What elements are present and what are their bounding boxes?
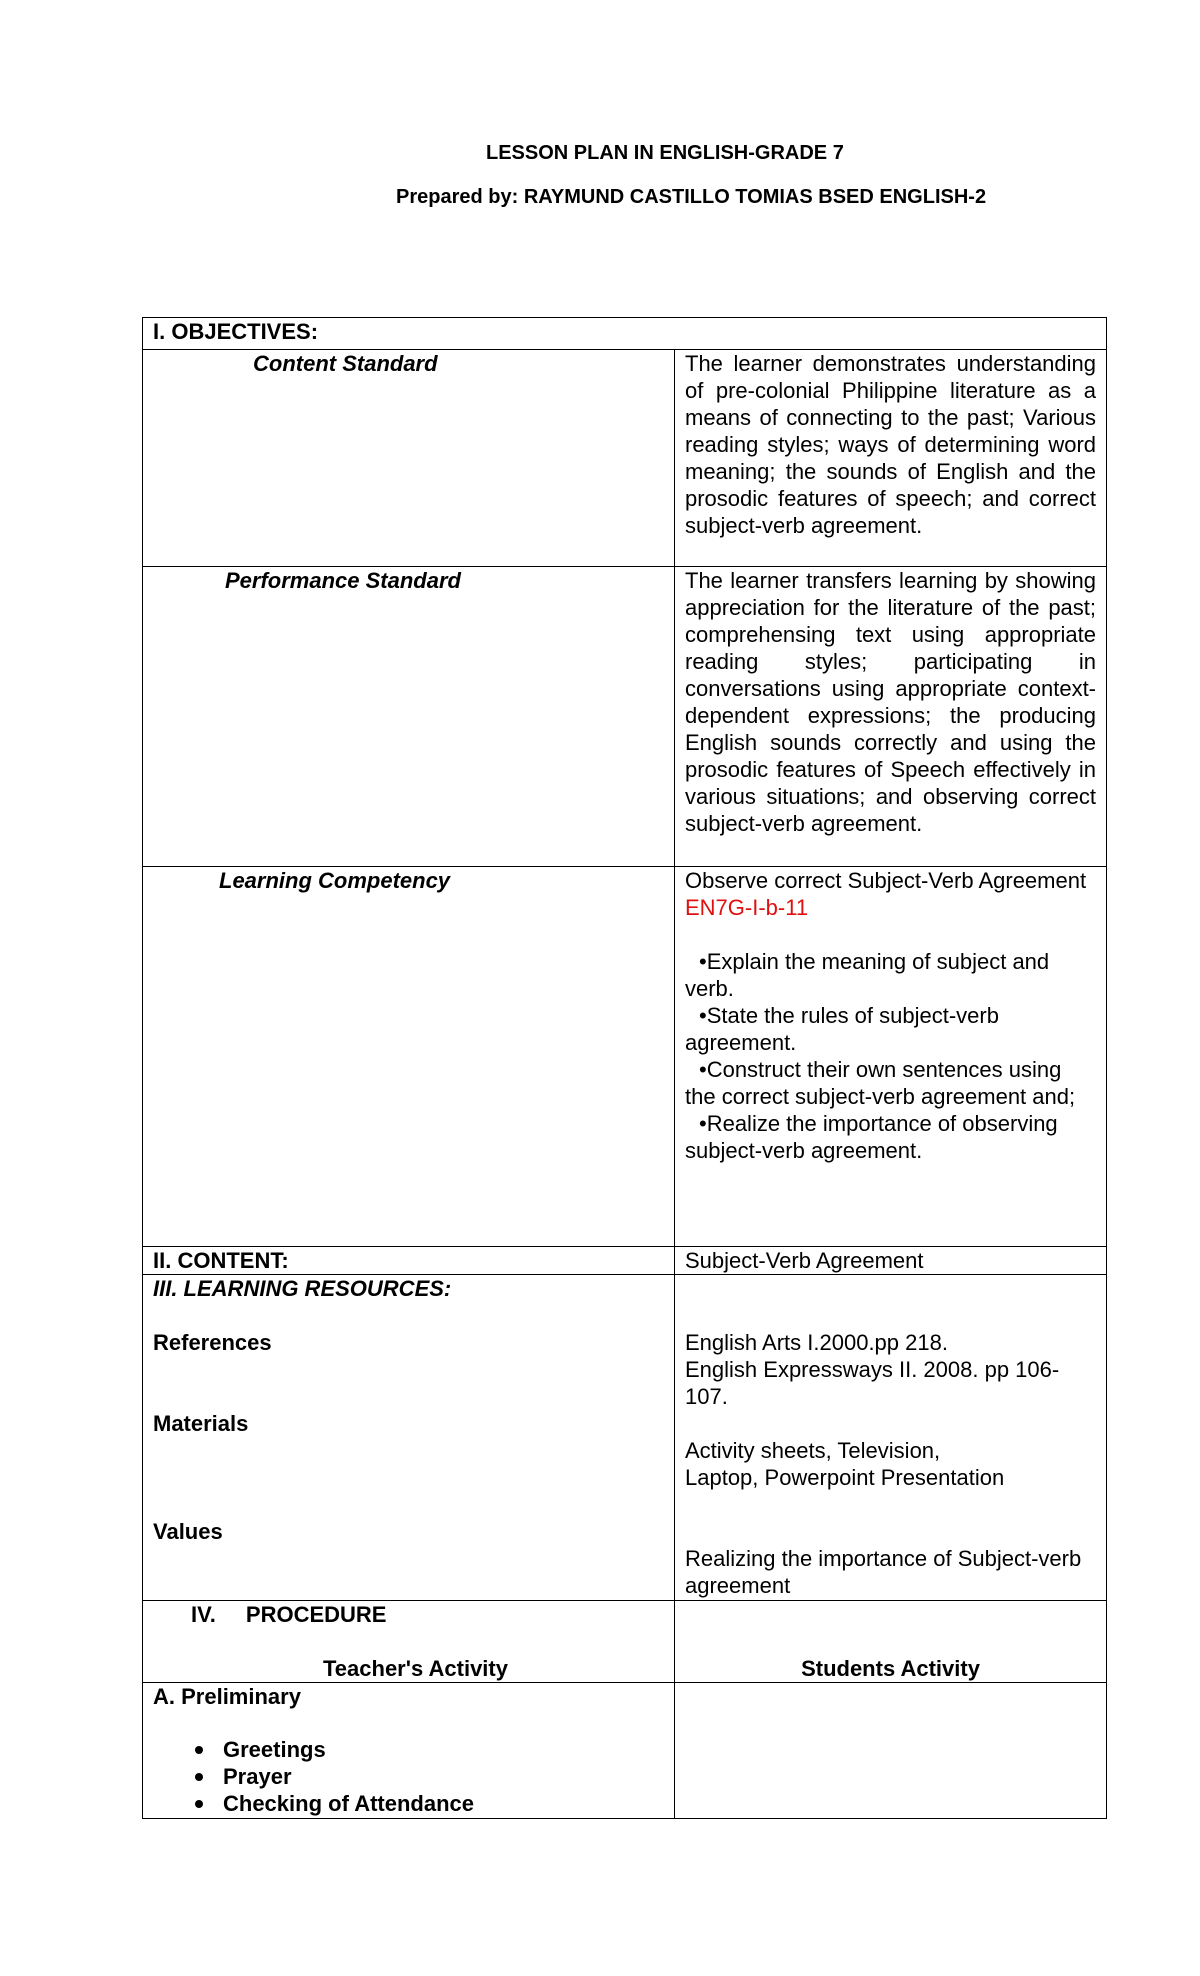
bullet-dot-icon <box>195 1800 203 1808</box>
objectives-heading: I. OBJECTIVES: <box>143 318 1107 350</box>
preliminary-label: A. Preliminary <box>153 1684 301 1709</box>
procedure-heading <box>153 1601 664 1628</box>
learning-competency-label: Learning Competency <box>219 868 451 893</box>
material-item: Activity sheets, Television, <box>685 1438 941 1463</box>
prepared-by: Prepared by: RAYMUND CASTILLO TOMIAS BSED ENGLISH-2 <box>396 186 987 208</box>
lesson-plan-table <box>142 317 1107 1819</box>
references-label: References <box>153 1330 272 1355</box>
procedure-row <box>143 1601 1107 1683</box>
preliminary-item: Checking of Attendance <box>153 1790 664 1817</box>
preliminary-list <box>153 1736 664 1817</box>
teacher-activity-header: Teacher's Activity <box>323 1656 508 1681</box>
document-title: LESSON PLAN IN ENGLISH-GRADE 7 <box>486 142 844 164</box>
students-activity-header: Students Activity <box>801 1656 980 1681</box>
competency-text: Observe correct Subject-Verb Agreement <box>685 868 1087 893</box>
values-label: Values <box>153 1519 223 1544</box>
procedure-teacher-cell <box>143 1601 675 1683</box>
resources-row <box>143 1275 1107 1601</box>
competency-bullet: •Explain the meaning of subject and verb. <box>685 949 1050 1001</box>
bullet-dot-icon <box>195 1746 203 1754</box>
resources-label-cell <box>143 1275 675 1601</box>
performance-standard-label: Performance Standard <box>225 568 461 593</box>
resources-heading: III. LEARNING RESOURCES: <box>153 1276 452 1301</box>
procedure-heading-number: IV. <box>191 1602 216 1627</box>
learning-competency-label-cell <box>143 867 675 1247</box>
reference-item: English Arts I.2000.pp 218. <box>685 1330 948 1355</box>
learning-competency-row <box>143 867 1107 1247</box>
competency-bullet: •State the rules of subject-verb agreement. <box>685 1003 999 1055</box>
preliminary-item: Greetings <box>153 1736 664 1763</box>
preliminary-row <box>143 1683 1107 1819</box>
performance-standard-label-cell <box>143 567 675 867</box>
materials-label: Materials <box>153 1411 249 1436</box>
competency-code: EN7G-I-b-11 <box>685 895 809 920</box>
preliminary-student-cell <box>675 1683 1107 1819</box>
content-row <box>143 1247 1107 1275</box>
procedure-student-cell <box>675 1601 1107 1683</box>
content-standard-label: Content Standard <box>253 351 438 376</box>
procedure-heading-text: PROCEDURE <box>245 1602 387 1627</box>
performance-standard-text: The learner transfers learning by showing appreciation for the literature of the past; comprehensing text using appropriate reading styles; participating in conversations using appropriate context-dependent expressions; the producing English sounds correctly and using the prosodic features of Speech effectively in various situations; and observing correct subject-verb agreement. <box>675 567 1107 867</box>
performance-standard-row <box>143 567 1107 867</box>
preliminary-item: Prayer <box>153 1763 664 1790</box>
preliminary-cell <box>143 1683 675 1819</box>
competency-bullet: •Realize the importance of observing subject-verb agreement. <box>685 1111 1058 1163</box>
content-value: Subject-Verb Agreement <box>675 1247 1107 1275</box>
content-standard-text: The learner demonstrates understanding of pre-colonial Philippine literature as a means of connecting to the past; Various reading styles; ways of determining word meaning; the sounds of English and the prosodic features of speech; and correct subject-verb agreement. <box>675 350 1107 567</box>
material-item: Laptop, Powerpoint Presentation <box>685 1465 1005 1490</box>
bullet-dot-icon <box>195 1773 203 1781</box>
content-heading: II. CONTENT: <box>143 1247 675 1275</box>
values-text: Realizing the importance of Subject-verb agreement <box>685 1546 1082 1598</box>
content-standard-label-cell <box>143 350 675 567</box>
objectives-heading-row <box>143 318 1107 350</box>
content-standard-row <box>143 350 1107 567</box>
reference-item: English Expressways II. 2008. pp 106-107. <box>685 1357 1060 1409</box>
resources-value-cell <box>675 1275 1107 1601</box>
learning-competency-cell <box>675 867 1107 1247</box>
competency-bullet: •Construct their own sentences using the correct subject-verb agreement and; <box>685 1057 1076 1109</box>
